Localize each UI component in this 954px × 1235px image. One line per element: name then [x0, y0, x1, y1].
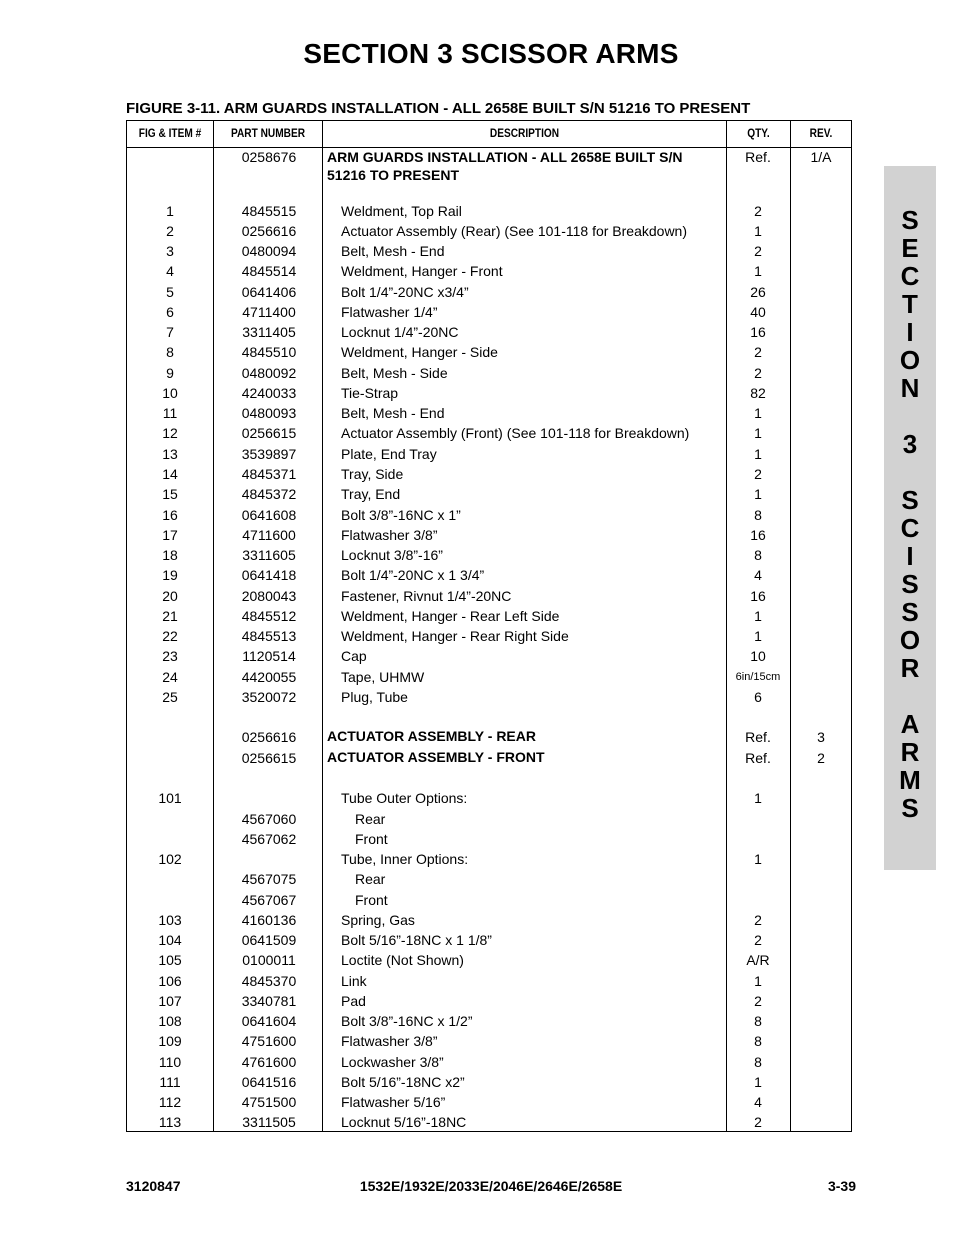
footer-page-number: 3-39 [827, 1178, 856, 1194]
table-row [127, 788, 851, 808]
table-row [127, 687, 851, 707]
cell-qty: 1 [754, 851, 762, 867]
cell-desc: Fastener, Rivnut 1/4”-20NC [341, 588, 512, 604]
cell-desc: Flatwasher 5/16” [341, 1094, 446, 1110]
cell-item: 15 [162, 486, 178, 502]
cell-part: 4567067 [241, 892, 297, 908]
cell-part: 4160136 [241, 912, 297, 928]
table-row [127, 869, 851, 889]
cell-qty: 2 [754, 203, 762, 219]
side-tab-letter: S [901, 597, 919, 627]
side-tab-letter: C [900, 261, 920, 291]
cell-item: 101 [158, 790, 182, 806]
side-tab-letter: M [899, 765, 921, 795]
table-row [127, 363, 851, 383]
cell-desc: Weldment, Hanger - Rear Right Side [341, 628, 569, 644]
cell-item: 21 [162, 608, 178, 624]
cell-qty: 2 [754, 344, 762, 360]
side-tab-letter: T [902, 289, 918, 319]
cell-desc: Belt, Mesh - Side [341, 365, 448, 381]
table-row [127, 667, 851, 687]
cell-qty: 8 [754, 507, 762, 523]
table-row [127, 322, 851, 342]
table-row [127, 606, 851, 626]
cell-desc: Tape, UHMW [341, 669, 425, 685]
header-part-number: PART NUMBER [230, 128, 306, 140]
cell-part: 0256616 [241, 223, 297, 239]
side-tab-letter: O [899, 345, 921, 375]
cell-part: 2080043 [241, 588, 297, 604]
cell-desc: Bolt 3/8”-16NC x 1” [341, 507, 461, 523]
table-row [127, 565, 851, 585]
table-row [127, 910, 851, 930]
cell-part: 4845514 [241, 263, 297, 279]
cell-part: 0480093 [241, 405, 297, 421]
cell-qty: 16 [750, 588, 766, 604]
cell-item: 12 [162, 425, 178, 441]
cell-part: 0641604 [241, 1013, 297, 1029]
table-row [127, 586, 851, 606]
cell-desc: Tray, Side [341, 466, 404, 482]
cell-part: 4567060 [241, 811, 297, 827]
cell-part: 0258676 [241, 149, 297, 165]
side-tab-letter: R [900, 737, 920, 767]
table-row [127, 444, 851, 464]
table-row [127, 748, 851, 788]
cell-part: 3311505 [242, 1114, 296, 1130]
cell-item: 11 [162, 405, 178, 421]
cell-rev: 3 [817, 729, 825, 745]
cell-item: 17 [162, 527, 178, 543]
cell-qty: 2 [754, 365, 762, 381]
cell-qty: Ref. [745, 729, 771, 745]
table-row [127, 1011, 851, 1031]
cell-part: 4711400 [242, 304, 296, 320]
cell-part: 0641406 [241, 284, 297, 300]
parts-table [126, 120, 852, 1132]
cell-desc: Lockwasher 3/8” [341, 1054, 444, 1070]
cell-qty: 4 [754, 1094, 762, 1110]
side-tab-letter: I [906, 317, 914, 347]
cell-item: 104 [158, 932, 182, 948]
cell-part: 0641608 [241, 507, 297, 523]
cell-qty: 2 [754, 1114, 762, 1130]
header-description: DESCRIPTION [489, 128, 560, 140]
side-tab-letter: 3 [902, 429, 918, 459]
cell-qty: Ref. [745, 149, 771, 165]
cell-part: 3340781 [241, 993, 297, 1009]
side-tab-letter: O [899, 625, 921, 655]
cell-qty: 8 [754, 1013, 762, 1029]
cell-part: 4567075 [241, 871, 297, 887]
cell-desc: Tray, End [341, 486, 401, 502]
cell-item: 20 [162, 588, 178, 604]
table-row [127, 147, 851, 187]
cell-part: 4711600 [242, 527, 296, 543]
cell-item: 9 [166, 365, 174, 381]
cell-desc: ARM GUARDS INSTALLATION - ALL 2658E BUILT S/N 51216 TO PRESENT [327, 149, 683, 183]
table-row [127, 829, 851, 849]
cell-item: 106 [158, 973, 182, 989]
table-row [127, 890, 851, 910]
cell-part: 4845371 [241, 466, 297, 482]
footer-doc-number: 3120847 [126, 1178, 181, 1194]
cell-qty: 4 [754, 567, 762, 583]
side-tab-letter: E [901, 233, 919, 263]
table-row [127, 403, 851, 423]
cell-desc: Bolt 1/4”-20NC x 1 3/4” [341, 567, 485, 583]
cell-item: 22 [162, 628, 178, 644]
cell-part: 4845370 [241, 973, 297, 989]
cell-item: 3 [166, 243, 174, 259]
cell-desc: Rear [355, 871, 386, 887]
cell-part: 3539897 [241, 446, 297, 462]
cell-part: 1120514 [242, 648, 296, 664]
cell-qty: 1 [754, 446, 762, 462]
cell-item: 1 [166, 203, 174, 219]
table-row [127, 423, 851, 443]
cell-qty: 10 [750, 648, 766, 664]
cell-desc: Bolt 1/4”-20NC x3/4” [341, 284, 469, 300]
side-tab-letter: S [901, 485, 919, 515]
cell-qty: 1 [754, 486, 762, 502]
cell-item: 14 [162, 466, 178, 482]
cell-desc: Pad [341, 993, 366, 1009]
cell-desc: Weldment, Top Rail [341, 203, 462, 219]
table-row [127, 1072, 851, 1092]
cell-item: 112 [158, 1094, 182, 1110]
cell-item: 105 [158, 952, 182, 968]
cell-desc: Plug, Tube [341, 689, 408, 705]
cell-desc: ACTUATOR ASSEMBLY - FRONT [327, 749, 545, 765]
cell-part: 4845513 [241, 628, 297, 644]
table-row [127, 626, 851, 646]
cell-qty: 1 [754, 628, 762, 644]
cell-qty: 1 [754, 1074, 762, 1090]
table-row [127, 545, 851, 565]
table-row [127, 484, 851, 504]
cell-rev: 2 [817, 750, 825, 766]
cell-qty: 8 [754, 1033, 762, 1049]
side-tab-letter: S [901, 793, 919, 823]
table-row [127, 282, 851, 302]
cell-desc: Spring, Gas [341, 912, 415, 928]
cell-item: 18 [162, 547, 178, 563]
header-qty: QTY. [747, 128, 770, 140]
table-row [127, 991, 851, 1011]
cell-part: 0256615 [241, 425, 297, 441]
cell-desc: Actuator Assembly (Rear) (See 101-118 for Breakdown) [341, 223, 688, 239]
table-row [127, 930, 851, 950]
cell-qty: Ref. [745, 750, 771, 766]
side-tab-letter: R [900, 653, 920, 683]
cell-desc: Front [355, 892, 388, 908]
cell-item: 5 [166, 284, 174, 300]
table-row [127, 525, 851, 545]
cell-part: 0641418 [241, 567, 297, 583]
cell-part: 0480092 [241, 365, 297, 381]
table-row [127, 1052, 851, 1072]
side-tab-letter: I [906, 541, 914, 571]
cell-part: 0256616 [241, 729, 297, 745]
cell-item: 108 [158, 1013, 182, 1029]
cell-item: 6 [166, 304, 174, 320]
cell-desc: Flatwasher 3/8” [341, 527, 438, 543]
cell-qty: 40 [750, 304, 766, 320]
table-row [127, 809, 851, 829]
cell-item: 111 [159, 1074, 181, 1090]
cell-part: 4845515 [241, 203, 297, 219]
cell-desc: Flatwasher 3/8” [341, 1033, 438, 1049]
table-row [127, 1031, 851, 1051]
table-row [127, 950, 851, 970]
cell-desc: Link [341, 973, 367, 989]
cell-item: 25 [162, 689, 178, 705]
cell-item: 16 [162, 507, 178, 523]
cell-item: 102 [158, 851, 182, 867]
cell-desc: ACTUATOR ASSEMBLY - REAR [327, 728, 536, 744]
table-row [127, 849, 851, 869]
cell-desc: Rear [355, 811, 386, 827]
cell-qty: 8 [754, 547, 762, 563]
cell-desc: Front [355, 831, 388, 847]
table-row [127, 201, 851, 221]
table-row [127, 241, 851, 261]
cell-item: 109 [158, 1033, 182, 1049]
cell-item: 13 [162, 446, 178, 462]
cell-part: 0641509 [241, 932, 297, 948]
cell-desc: Tie-Strap [341, 385, 399, 401]
cell-qty: 2 [754, 466, 762, 482]
header-rev: REV. [809, 128, 833, 140]
cell-qty: 16 [750, 527, 766, 543]
cell-qty: A/R [746, 952, 770, 968]
cell-item: 8 [166, 344, 174, 360]
cell-item: 113 [158, 1114, 182, 1130]
cell-qty: 1 [754, 425, 762, 441]
cell-desc: Locknut 3/8”-16” [341, 547, 443, 563]
cell-desc: Locknut 5/16”-18NC [341, 1114, 467, 1130]
cell-item: 4 [166, 263, 174, 279]
side-tab-letter: A [900, 709, 920, 739]
table-row [127, 221, 851, 241]
cell-part: 4845512 [241, 608, 297, 624]
cell-desc: Flatwasher 1/4” [341, 304, 438, 320]
cell-item: 107 [158, 993, 182, 1009]
table-row [127, 1092, 851, 1112]
cell-item: 7 [166, 324, 174, 340]
cell-desc: Belt, Mesh - End [341, 405, 445, 421]
cell-qty: 1 [754, 263, 762, 279]
cell-part: 4420055 [241, 669, 297, 685]
cell-desc: Locknut 1/4”-20NC [341, 324, 459, 340]
table-row [127, 505, 851, 525]
cell-qty: 2 [754, 993, 762, 1009]
table-row [127, 342, 851, 362]
cell-part: 3311405 [242, 324, 296, 340]
cell-rev: 1/A [810, 149, 832, 165]
figure-title: FIGURE 3-11. ARM GUARDS INSTALLATION - ALL 2658E BUILT S/N 51216 TO PRESENT [126, 100, 751, 117]
cell-qty: 1 [754, 223, 762, 239]
table-row [127, 302, 851, 322]
cell-desc: Cap [341, 648, 367, 664]
cell-part: 4845510 [241, 344, 297, 360]
table-row [127, 464, 851, 484]
cell-item: 24 [162, 669, 178, 685]
cell-part: 4567062 [241, 831, 297, 847]
cell-desc: Loctite (Not Shown) [341, 952, 464, 968]
cell-qty: 1 [754, 973, 762, 989]
page-title: SECTION 3 SCISSOR ARMS [303, 38, 679, 69]
cell-desc: Tube Outer Options: [341, 790, 468, 806]
cell-qty: 2 [754, 912, 762, 928]
side-tab-letter: S [901, 205, 919, 235]
cell-desc: Weldment, Hanger - Rear Left Side [341, 608, 560, 624]
table-row [127, 261, 851, 281]
table-row [127, 646, 851, 666]
cell-qty: 82 [750, 385, 766, 401]
cell-desc: Weldment, Hanger - Front [341, 263, 503, 279]
cell-qty: 2 [754, 243, 762, 259]
cell-item: 23 [162, 648, 178, 664]
cell-item: 2 [166, 223, 174, 239]
cell-part: 0641516 [241, 1074, 297, 1090]
cell-part: 0100011 [242, 952, 296, 968]
side-tab-letter: N [900, 373, 920, 403]
cell-desc: Bolt 5/16”-18NC x 1 1/8” [341, 932, 492, 948]
cell-part: 4761600 [241, 1054, 297, 1070]
footer-models: 1532E/1932E/2033E/2046E/2646E/2658E [359, 1178, 623, 1194]
cell-part: 3520072 [241, 689, 297, 705]
cell-part: 3311605 [242, 547, 296, 563]
header-item: FIG & ITEM # [138, 128, 202, 140]
cell-qty: 2 [754, 932, 762, 948]
side-tab-letter: C [900, 513, 920, 543]
table-row [127, 383, 851, 403]
cell-desc: Belt, Mesh - End [341, 243, 445, 259]
cell-part: 0480094 [241, 243, 297, 259]
cell-qty: 26 [750, 284, 766, 300]
cell-item: 103 [158, 912, 182, 928]
cell-desc: Tube, Inner Options: [341, 851, 469, 867]
cell-desc: Plate, End Tray [341, 446, 437, 462]
cell-part: 0256615 [241, 750, 297, 766]
cell-desc: Bolt 3/8”-16NC x 1/2” [341, 1013, 473, 1029]
cell-qty: 1 [754, 405, 762, 421]
cell-desc: Weldment, Hanger - Side [341, 344, 498, 360]
cell-qty: 1 [754, 790, 762, 806]
cell-part: 4240033 [241, 385, 297, 401]
side-tab-letter: S [901, 569, 919, 599]
cell-part: 4845372 [241, 486, 297, 502]
cell-desc: Actuator Assembly (Front) (See 101-118 for Breakdown) [341, 425, 690, 441]
cell-qty: 1 [754, 608, 762, 624]
cell-item: 110 [158, 1054, 182, 1070]
section-side-tab [884, 166, 936, 870]
cell-item: 10 [162, 385, 178, 401]
table-row [127, 1112, 851, 1132]
table-row [127, 971, 851, 991]
cell-item: 19 [162, 567, 178, 583]
cell-qty: 8 [754, 1054, 762, 1070]
cell-part: 4751600 [241, 1033, 297, 1049]
cell-qty: 16 [750, 324, 766, 340]
cell-qty: 6in/15cm [735, 671, 781, 683]
cell-part: 4751500 [241, 1094, 297, 1110]
cell-qty: 6 [754, 689, 762, 705]
cell-desc: Bolt 5/16”-18NC x2” [341, 1074, 465, 1090]
